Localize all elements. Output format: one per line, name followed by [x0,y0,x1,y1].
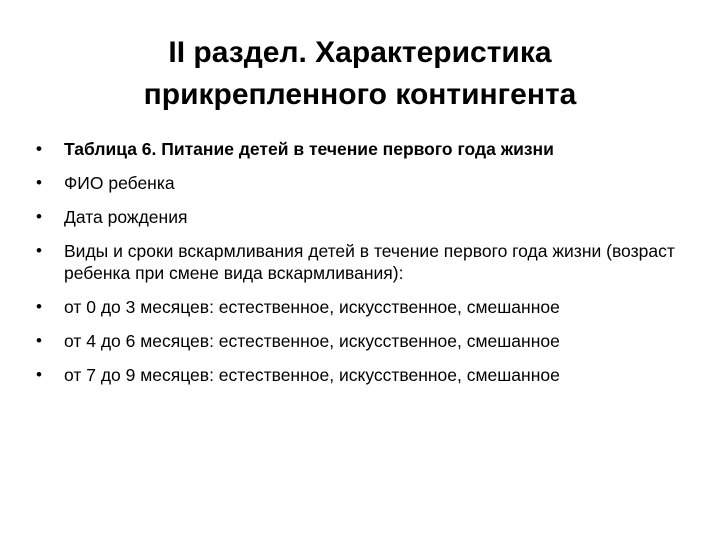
bullet-item-child-name [36,172,676,194]
bullet-item-age-0-3 [36,296,676,318]
bullet-text: Дата рождения [64,207,188,227]
bullet-icon: • [36,173,42,192]
bullet-text: ФИО ребенка [64,173,175,193]
bullet-item-birth-date [36,206,676,228]
bullet-icon: • [36,207,42,226]
slide-title-line-1: II раздел. Характеристика [168,36,552,69]
bullet-list [36,138,676,398]
bullet-item-feeding-types [36,240,676,284]
bullet-text: от 0 до 3 месяцев: естественное, искусственное, смешанное [64,297,560,317]
bullet-text: Таблица 6. Питание детей в течение первого года жизни [64,139,554,159]
bullet-item-age-4-6 [36,330,676,352]
bullet-item-age-7-9 [36,364,676,386]
bullet-text: от 4 до 6 месяцев: естественное, искусственное, смешанное [64,331,560,351]
bullet-icon: • [36,365,42,384]
slide-title-line-2: прикрепленного контингента [143,78,577,111]
slide-title [40,32,680,116]
bullet-icon: • [36,139,42,158]
bullet-icon: • [36,297,42,316]
bullet-text: от 7 до 9 месяцев: естественное, искусственное, смешанное [64,365,560,385]
bullet-text: Виды и сроки вскармливания детей в течение первого года жизни (возраст ребенка при смене вида вскармливания): [64,241,675,283]
bullet-icon: • [36,331,42,350]
bullet-item-table-heading [36,138,676,160]
bullet-icon: • [36,241,42,260]
